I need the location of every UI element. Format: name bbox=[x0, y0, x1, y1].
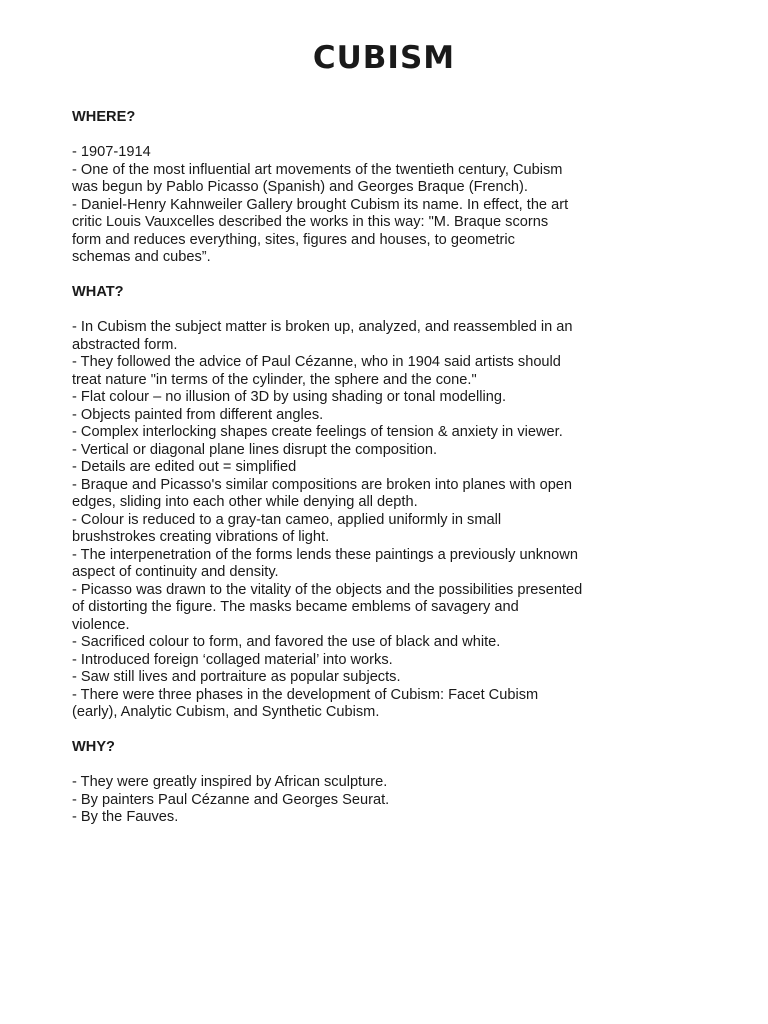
section-why bbox=[72, 739, 632, 827]
section-heading: WHY? bbox=[72, 739, 115, 755]
text-line: schemas and cubes”. bbox=[72, 249, 211, 265]
text-line: - They were greatly inspired by African sculpture. bbox=[72, 774, 388, 790]
text-line: - Braque and Picasso's similar compositions are broken into planes with open bbox=[72, 476, 573, 493]
text-line: - Flat colour – no illusion of 3D by using shading or tonal modelling. bbox=[72, 389, 507, 405]
text-line: - The interpenetration of the forms lends these paintings a previously unknown bbox=[72, 546, 578, 563]
text-line: was begun by Pablo Picasso (Spanish) and Georges Braque (French). bbox=[72, 179, 528, 195]
section-heading: WHERE? bbox=[72, 109, 136, 125]
text-line: abstracted form. bbox=[72, 336, 178, 353]
document-body bbox=[72, 109, 632, 827]
text-line: - Sacrificed colour to form, and favored the use of black and white. bbox=[72, 634, 501, 650]
text-line: - One of the most influential art movements of the twentieth century, Cubism bbox=[72, 161, 563, 178]
text-line: - Daniel-Henry Kahnweiler Gallery brought Cubism its name. In effect, the art bbox=[72, 196, 569, 213]
text-line: (early), Analytic Cubism, and Synthetic Cubism. bbox=[72, 704, 380, 720]
text-line: - Vertical or diagonal plane lines disrupt the composition. bbox=[72, 441, 438, 458]
text-line: edges, sliding into each other while denying all depth. bbox=[72, 494, 418, 510]
text-line: - They followed the advice of Paul Cézanne, who in 1904 said artists should bbox=[72, 354, 561, 370]
section-what bbox=[72, 284, 632, 722]
text-line: - There were three phases in the development of Cubism: Facet Cubism bbox=[72, 686, 539, 703]
text-line: - By the Fauves. bbox=[72, 809, 179, 825]
text-line: - Objects painted from different angles. bbox=[72, 406, 324, 423]
text-line: - Details are edited out = simplified bbox=[72, 459, 297, 475]
text-line: form and reduces everything, sites, figures and houses, to geometric bbox=[72, 231, 515, 248]
text-line: aspect of continuity and density. bbox=[72, 564, 279, 580]
text-line: - Picasso was drawn to the vitality of the objects and the possibilities presented bbox=[72, 581, 583, 598]
text-line: - In Cubism the subject matter is broken up, analyzed, and reassembled in an bbox=[72, 319, 573, 335]
text-line: - Colour is reduced to a gray-tan cameo, applied uniformly in small bbox=[72, 511, 502, 528]
section-heading: WHAT? bbox=[72, 284, 124, 300]
text-line: treat nature "in terms of the cylinder, the sphere and the cone." bbox=[72, 371, 477, 388]
text-line: - Complex interlocking shapes create feelings of tension & anxiety in viewer. bbox=[72, 424, 563, 440]
text-line: violence. bbox=[72, 616, 130, 633]
text-line: - Saw still lives and portraiture as popular subjects. bbox=[72, 669, 401, 685]
text-line: critic Louis Vauxcelles described the works in this way: "M. Braque scorns bbox=[72, 214, 549, 230]
page-title: CUBISM bbox=[312, 40, 456, 76]
text-line: of distorting the figure. The masks became emblems of savagery and bbox=[72, 599, 519, 615]
text-line: - Introduced foreign ‘collaged material’ into works. bbox=[72, 651, 393, 668]
text-line: - 1907-1914 bbox=[72, 144, 151, 160]
text-line: brushstrokes creating vibrations of light. bbox=[72, 529, 330, 545]
text-line: - By painters Paul Cézanne and Georges Seurat. bbox=[72, 791, 390, 808]
section-where bbox=[72, 109, 632, 267]
